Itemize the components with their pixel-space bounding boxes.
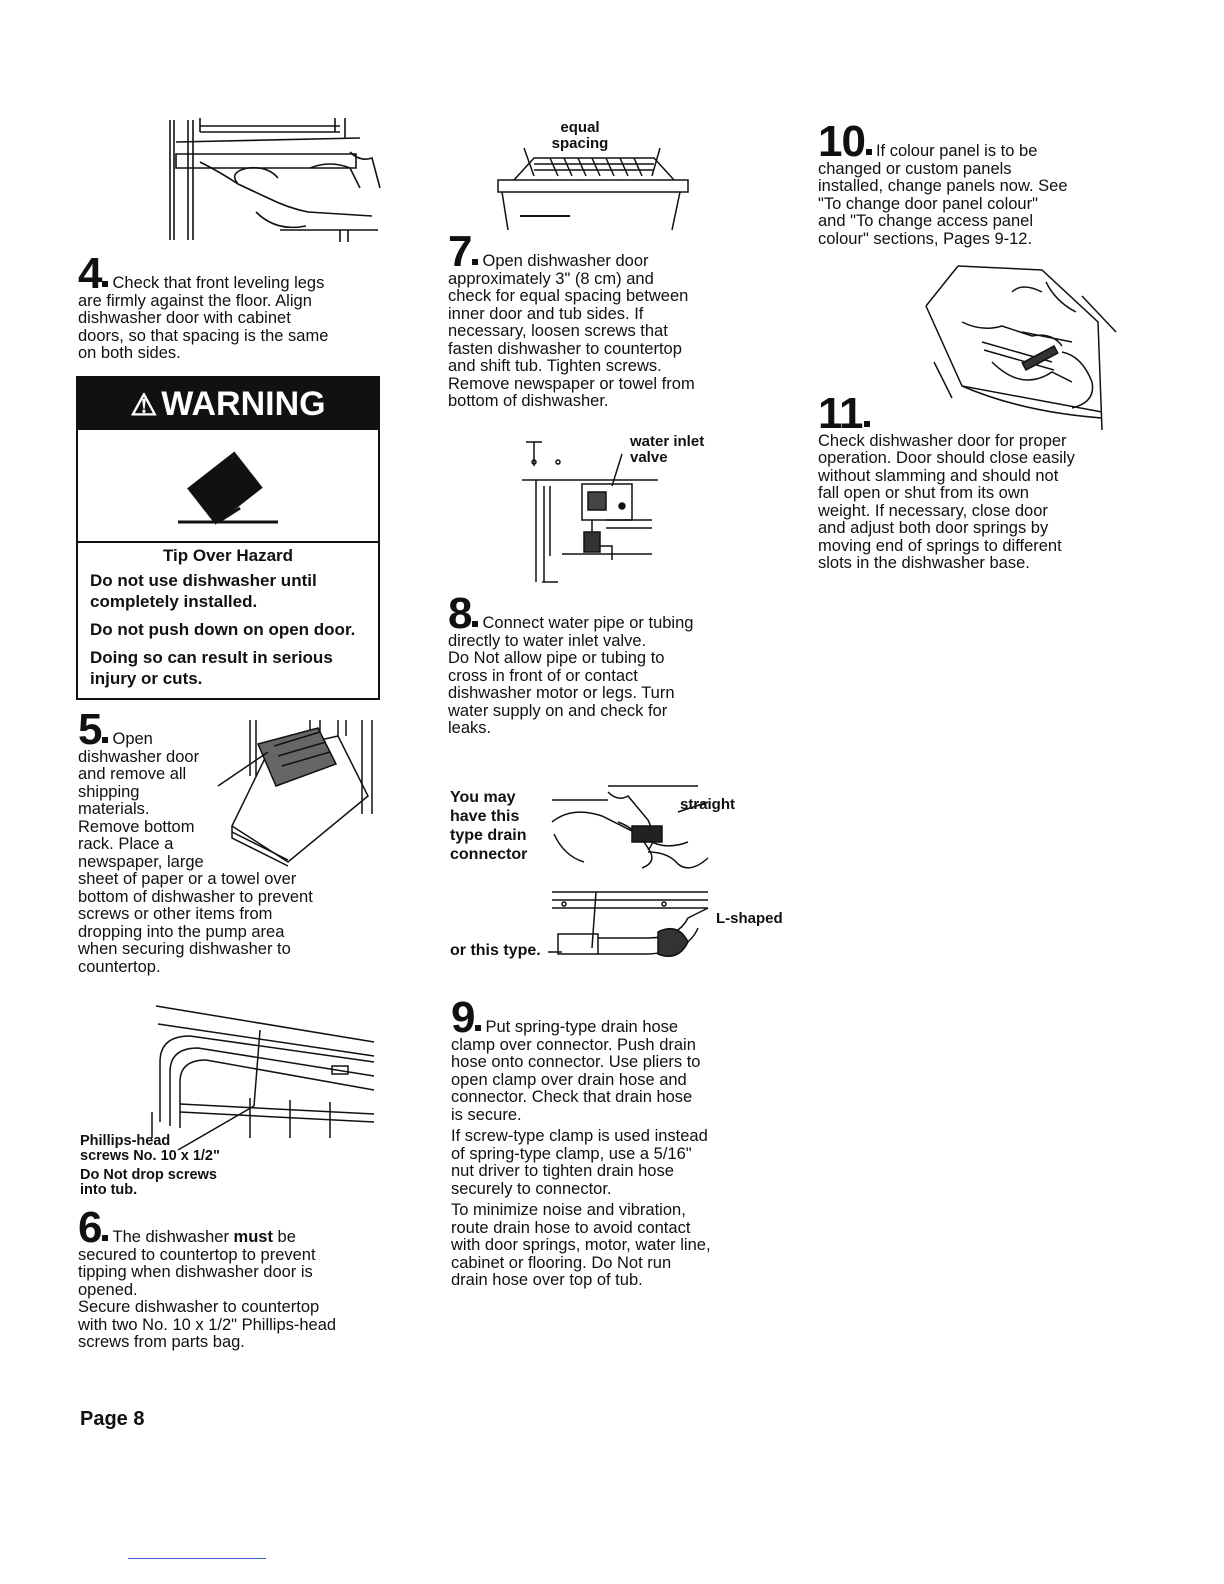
step-9-line: To minimize noise and vibration, xyxy=(451,1201,686,1219)
warning-line: injury or cuts. xyxy=(90,669,203,688)
step-9-line: is secure. xyxy=(451,1105,522,1124)
step-5-line: countertop. xyxy=(78,957,161,976)
warning-box xyxy=(76,376,380,700)
label-do-not-drop: Do Not drop screws xyxy=(80,1167,217,1183)
warning-line: Doing so can result in serious xyxy=(90,648,333,667)
step-8-line: dishwasher motor or legs. Turn xyxy=(448,684,675,702)
equal-spacing-illustration xyxy=(494,140,694,232)
figure-9-labels xyxy=(450,788,527,864)
step-9-line: route drain hose to avoid contact xyxy=(451,1218,691,1237)
step-bullet xyxy=(102,1235,108,1241)
step-10-number: 10 xyxy=(818,117,865,166)
step-10-line: "To change door panel colour" xyxy=(818,194,1038,213)
step-11-line: operation. Door should close easily xyxy=(818,449,1075,467)
step-5-line: Open xyxy=(112,730,153,748)
step-9-line: nut driver to tighten drain hose xyxy=(451,1162,674,1180)
step-5-line: dropping into the pump area xyxy=(78,922,285,941)
step-7 xyxy=(448,227,768,411)
step-4-line: on both sides. xyxy=(78,344,181,362)
label-spacing: spacing xyxy=(551,135,609,152)
step-bullet xyxy=(102,281,108,287)
step-7-line: necessary, loosen screws that xyxy=(448,322,668,340)
step-11-line: without slamming and should not xyxy=(818,466,1059,485)
step-11-line: moving end of springs to different xyxy=(818,536,1062,555)
step-7-line: check for equal spacing between xyxy=(448,287,689,305)
step-6-number: 6 xyxy=(78,1203,102,1252)
step-8-line: Do Not allow pipe or tubing to xyxy=(448,649,665,667)
step-bullet xyxy=(102,737,108,743)
step-6-emphasis: must xyxy=(233,1228,273,1246)
label-type-drain: type drain xyxy=(450,827,527,844)
step-9-line: securely to connector. xyxy=(451,1179,612,1198)
warning-line: Do not push down on open door. xyxy=(90,620,356,639)
step-10-line: colour" sections, Pages 9-12. xyxy=(818,229,1033,248)
step-8-line: water supply on and check for xyxy=(448,701,668,720)
step-5-line: bottom of dishwasher to prevent xyxy=(78,887,313,906)
step-7-line: approximately 3" (8 cm) and xyxy=(448,269,654,288)
step-9-line: of spring-type clamp, use a 5/16" xyxy=(451,1144,692,1163)
step-11-number: 11 xyxy=(818,389,863,438)
step-7-line: Remove newspaper or towel from xyxy=(448,374,695,393)
step-5-line: Remove bottom xyxy=(78,817,195,836)
warning-header xyxy=(78,378,378,430)
label-straight: straight xyxy=(680,796,736,813)
label-connector: connector xyxy=(450,846,528,863)
step-8-line: leaks. xyxy=(448,719,492,737)
tip-over-hazard-icon xyxy=(178,456,278,528)
leveling-legs-illustration xyxy=(160,112,380,244)
step-11-line: slots in the dishwasher base. xyxy=(818,554,1030,572)
label-you-may: You may xyxy=(450,789,516,806)
step-6-line: opened. xyxy=(78,1280,138,1299)
step-6-line: Secure dishwasher to countertop xyxy=(78,1298,320,1316)
step-9-line: connector. Check that drain hose xyxy=(451,1088,693,1106)
step-5-line: screws or other items from xyxy=(78,905,273,923)
label-screws-size: screws No. 10 x 1/2" xyxy=(80,1148,220,1164)
figure-6-labels xyxy=(80,1134,220,1198)
label-valve: valve xyxy=(630,449,668,466)
step-6 xyxy=(78,1203,398,1352)
label-have-this: have this xyxy=(450,808,520,825)
step-4 xyxy=(78,249,398,363)
step-5-line: rack. Place a xyxy=(78,835,174,853)
step-6-text: The dishwasher xyxy=(112,1228,234,1246)
step-6-line: screws from parts bag. xyxy=(78,1333,245,1351)
step-7-line: bottom of dishwasher. xyxy=(448,392,609,410)
step-6-line: with two No. 10 x 1/2" Phillips-head xyxy=(78,1315,337,1334)
step-9-line: drain hose over top of tub. xyxy=(451,1271,643,1289)
step-7-line: and shift tub. Tighten screws. xyxy=(448,357,662,375)
step-4-text-first: Check that front leveling legs xyxy=(112,274,325,292)
step-9-line: with door springs, motor, water line, xyxy=(451,1236,711,1254)
warning-header-text: WARNING xyxy=(161,385,326,423)
step-9-text-first: Put spring-type drain hose xyxy=(485,1018,679,1036)
step-11 xyxy=(818,389,1138,573)
step-10 xyxy=(818,117,1138,248)
warning-line: completely installed. xyxy=(90,592,258,611)
step-8-line: directly to water inlet valve. xyxy=(448,631,647,650)
step-11-line: Check dishwasher door for proper xyxy=(818,431,1067,450)
step-9-line: hose onto connector. Use pliers to xyxy=(451,1053,701,1071)
step-5 xyxy=(78,705,378,976)
step-8-number: 8 xyxy=(448,589,472,638)
step-5-line: when securing dishwasher to xyxy=(78,940,291,958)
step-4-line: dishwasher door with cabinet xyxy=(78,309,291,327)
step-9-number: 9 xyxy=(451,993,475,1042)
label-into-tub: into tub. xyxy=(80,1182,138,1198)
step-10-line: and "To change access panel xyxy=(818,212,1034,230)
step-bullet xyxy=(472,259,478,265)
step-4-line: doors, so that spacing is the same xyxy=(78,326,329,345)
step-4-line: are firmly against the floor. Align xyxy=(78,291,312,310)
warning-line: Do not use dishwasher until xyxy=(90,571,317,590)
step-9 xyxy=(451,993,771,1290)
step-9-line: cabinet or flooring. Do Not run xyxy=(451,1253,672,1272)
step-5-line: sheet of paper or a towel over xyxy=(78,870,297,888)
step-7-line: fasten dishwasher to countertop xyxy=(448,339,682,358)
step-10-line: changed or custom panels xyxy=(818,159,1012,178)
step-9-line: open clamp over drain hose and xyxy=(451,1070,687,1089)
step-8-text-first: Connect water pipe or tubing xyxy=(482,614,694,632)
step-7-number: 7 xyxy=(448,227,472,276)
figure-8-labels xyxy=(630,434,704,466)
step-bullet xyxy=(864,421,870,427)
step-bullet xyxy=(472,621,478,627)
step-5-line: materials. xyxy=(78,800,150,818)
step-7-line: inner door and tub sides. If xyxy=(448,304,644,323)
step-11-line: and adjust both door springs by xyxy=(818,519,1049,537)
step-10-text-first: If colour panel is to be xyxy=(875,142,1038,160)
l-shaped-connector-illustration xyxy=(548,888,718,970)
step-5-line: newspaper, large xyxy=(78,852,204,871)
step-8 xyxy=(448,589,768,738)
label-phillips-head: Phillips-head xyxy=(80,1133,171,1149)
step-bullet xyxy=(866,149,872,155)
label-water-inlet: water inlet xyxy=(630,433,705,450)
step-11-line: fall open or shut from its own xyxy=(818,484,1029,502)
page-number: Page 8 xyxy=(80,1408,145,1430)
step-5-line: and remove all xyxy=(78,765,187,783)
label-l-shaped: L-shaped xyxy=(716,910,783,927)
step-9-line: If screw-type clamp is used instead xyxy=(451,1127,708,1145)
label-or-this-type: or this type. xyxy=(450,942,541,959)
step-5-line: shipping xyxy=(78,782,140,801)
step-6-text: be xyxy=(272,1228,296,1246)
label-equal: equal xyxy=(560,119,600,136)
step-5-line: dishwasher door xyxy=(78,747,200,766)
step-6-line: tipping when dishwasher door is xyxy=(78,1263,313,1281)
step-7-text-first: Open dishwasher door xyxy=(482,252,649,270)
warning-triangle-icon: ⚠ xyxy=(130,389,158,422)
step-10-line: installed, change panels now. See xyxy=(818,177,1068,195)
step-bullet xyxy=(475,1025,481,1031)
step-8-line: cross in front of or contact xyxy=(448,666,638,685)
footer-rule xyxy=(128,1558,266,1559)
countertop-screws-illustration xyxy=(150,1002,376,1138)
step-11-line: weight. If necessary, close door xyxy=(818,501,1048,520)
step-9-line: clamp over connector. Push drain xyxy=(451,1035,696,1054)
step-4-number: 4 xyxy=(78,249,102,298)
step-5-number: 5 xyxy=(78,705,102,754)
step-6-line: secured to countertop to prevent xyxy=(78,1245,316,1264)
hazard-title: Tip Over Hazard xyxy=(162,546,294,565)
